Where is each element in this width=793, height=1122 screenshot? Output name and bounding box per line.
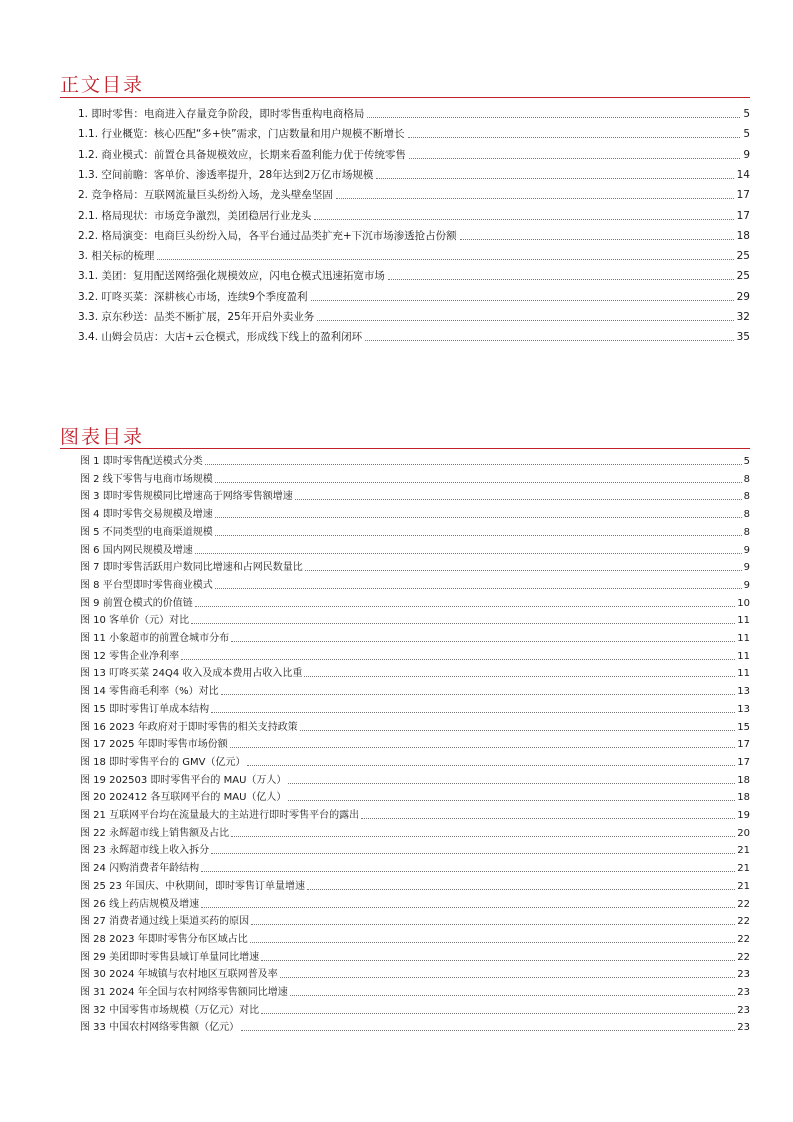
figure-entry[interactable] <box>80 557 750 574</box>
figure-entry[interactable] <box>80 469 750 486</box>
figure-entry-label: 图 32 中国零售市场规模（万亿元）对比 <box>80 1004 260 1016</box>
figure-entry-page: 8 <box>743 509 750 521</box>
dot-leader <box>230 747 736 748</box>
toc-entry[interactable] <box>78 326 750 344</box>
figure-entry[interactable] <box>80 628 750 645</box>
figure-entry-label: 图 3 即时零售规模同比增速高于网络零售额增速 <box>80 491 293 503</box>
dot-leader <box>290 995 736 996</box>
toc-entry-page: 25 <box>736 250 750 263</box>
toc-entry[interactable] <box>78 265 750 283</box>
figure-entry-page: 19 <box>737 810 750 821</box>
figure-entry-page: 23 <box>737 1004 750 1016</box>
dot-leader <box>215 517 742 518</box>
figure-entry-page: 23 <box>737 987 750 998</box>
figure-entry-label: 图 6 国内网民规模及增速 <box>80 544 193 556</box>
dot-leader <box>221 694 736 695</box>
figure-entry-label: 图 13 叮咚买菜 24Q4 收入及成本费用占收入比重 <box>80 668 303 680</box>
dot-leader <box>215 588 742 589</box>
figure-entry-page: 8 <box>743 473 750 485</box>
toc-entry-label: 2. 竞争格局：互联网流量巨头纷纷入场，龙头壁垒坚固 <box>78 189 333 202</box>
dot-leader <box>307 889 735 890</box>
figure-entry-label: 图 10 客单价（元）对比 <box>80 615 190 627</box>
dot-leader <box>215 482 742 483</box>
figure-entry-label: 图 16 2023 年政府对于即时零售的相关支持政策 <box>80 721 298 733</box>
toc-entry-page: 32 <box>736 311 750 323</box>
figure-entry-label: 图 18 即时零售平台的 GMV（亿元） <box>80 756 246 768</box>
dot-leader <box>195 553 742 554</box>
toc-entry-label: 2.1. 格局现状：市场竞争激烈，美团稳居行业龙头 <box>78 209 312 222</box>
toc-entry-page: 9 <box>743 148 750 161</box>
figure-entry-page: 18 <box>737 792 750 804</box>
toc-entry-label: 1. 即时零售：电商进入存量竞争阶段，即时零售重构电商格局 <box>78 108 365 120</box>
toc-entry[interactable] <box>78 245 750 263</box>
toc-entry[interactable] <box>78 205 750 223</box>
figure-entry-label: 图 14 零售商毛利率（%）对比 <box>80 686 219 698</box>
figure-entry[interactable] <box>80 911 750 928</box>
dot-leader <box>231 836 735 837</box>
figure-entry[interactable] <box>80 646 750 663</box>
dot-leader <box>361 818 735 819</box>
toc-entry-page: 25 <box>736 270 750 283</box>
figure-entry[interactable] <box>80 805 750 822</box>
dot-leader <box>336 198 734 199</box>
dot-leader <box>241 1030 735 1031</box>
toc-entry-label: 3.3. 京东秒送：品类不断扩展，25年开启外卖业务 <box>78 311 315 323</box>
dot-leader <box>365 340 733 341</box>
figure-entry-label: 图 12 零售企业净利率 <box>80 650 180 662</box>
toc-entry-label: 3.2. 叮咚买菜：深耕核心市场，连续9个季度盈利 <box>78 290 308 303</box>
dot-leader <box>317 320 733 321</box>
dot-leader <box>311 300 734 301</box>
figure-entry-page: 22 <box>737 933 750 945</box>
figure-entry[interactable] <box>80 858 750 875</box>
figure-entry[interactable] <box>80 593 750 610</box>
figures-title-rule <box>60 448 750 449</box>
figure-entry[interactable] <box>80 876 750 893</box>
figure-entry-label: 图 22 永辉超市线上销售额及占比 <box>80 827 230 839</box>
figure-entry[interactable] <box>80 486 750 503</box>
figure-entry-page: 15 <box>737 721 750 733</box>
figure-entry-label: 图 2 线下零售与电商市场规模 <box>80 473 213 485</box>
figure-entry-label: 图 31 2024 年全国与农村网络零售额同比增速 <box>80 987 288 998</box>
dot-leader <box>304 676 735 677</box>
figure-entry[interactable] <box>80 752 750 769</box>
dot-leader <box>280 977 736 978</box>
figure-entry[interactable] <box>80 663 750 680</box>
dot-leader <box>205 464 742 465</box>
figure-entry-label: 图 9 前置仓模式的价值链 <box>80 597 193 609</box>
toc-entry[interactable] <box>78 164 750 182</box>
figure-entry-label: 图 24 闪购消费者年龄结构 <box>80 863 200 875</box>
figure-entry-page: 21 <box>737 863 750 875</box>
figure-entry-label: 图 26 线上药店规模及增速 <box>80 898 200 910</box>
toc-entry-label: 1.3. 空间前瞻：客单价、渗透率提升，28年达到2万亿市场规模 <box>78 168 374 181</box>
toc-entry[interactable] <box>78 184 750 202</box>
figure-entry-page: 9 <box>743 562 750 574</box>
dot-leader <box>215 535 742 536</box>
figure-entry-page: 11 <box>737 633 750 644</box>
figure-entry[interactable] <box>80 717 750 734</box>
figure-entry-page: 10 <box>737 597 750 609</box>
figure-entry[interactable] <box>80 787 750 804</box>
figure-entry[interactable] <box>80 1017 750 1034</box>
figure-entry[interactable] <box>80 894 750 911</box>
figure-entry[interactable] <box>80 540 750 557</box>
figure-entry[interactable] <box>80 504 750 521</box>
dot-leader <box>367 117 740 118</box>
figure-entry-page: 21 <box>737 880 750 892</box>
toc-entry-label: 1.2. 商业模式：前置仓具备规模效应，长期来看盈利能力优于传统零售 <box>78 148 406 161</box>
figure-entry-label: 图 1 即时零售配送模式分类 <box>80 456 203 467</box>
figure-entry-page: 8 <box>743 491 750 503</box>
toc-entry[interactable] <box>78 225 750 243</box>
toc-entry-page: 18 <box>736 229 750 242</box>
figure-entry[interactable] <box>80 610 750 627</box>
figure-entry-page: 13 <box>737 686 750 698</box>
figure-entry[interactable] <box>80 451 750 468</box>
dot-leader <box>409 158 740 159</box>
toc-entry-page: 14 <box>736 168 750 181</box>
figure-entry-page: 11 <box>737 615 750 627</box>
figure-entry[interactable] <box>80 823 750 840</box>
figure-entry-page: 9 <box>743 544 750 556</box>
dot-leader <box>201 871 735 872</box>
figure-entry[interactable] <box>80 681 750 698</box>
figure-entry[interactable] <box>80 734 750 751</box>
figure-entry-label: 图 23 永辉超市线上收入拆分 <box>80 845 210 857</box>
figure-entry-label: 图 15 即时零售订单成本结构 <box>80 703 210 715</box>
toc-entry-page: 29 <box>736 290 750 303</box>
toc-entry[interactable] <box>78 286 750 304</box>
figure-entry-label: 图 28 2023 年即时零售分布区域占比 <box>80 933 248 945</box>
figure-entry-page: 22 <box>737 898 750 910</box>
figure-entry-label: 图 7 即时零售活跃用户数同比增速和占网民数量比 <box>80 562 303 574</box>
figure-entry[interactable] <box>80 1000 750 1017</box>
toc-entry-page: 17 <box>736 189 750 202</box>
figure-entry[interactable] <box>80 929 750 946</box>
dot-leader <box>195 606 736 607</box>
toc-entry[interactable] <box>78 103 750 121</box>
figure-entry-label: 图 30 2024 年城镇与农村地区互联网普及率 <box>80 969 278 981</box>
toc-entry-label: 3.1. 美团：复用配送网络强化规模效应，闪电仓模式迅速拓宽市场 <box>78 270 385 283</box>
figure-entry[interactable] <box>80 947 750 964</box>
dot-leader <box>181 659 735 660</box>
dot-leader <box>157 259 733 260</box>
figure-entry-page: 9 <box>743 579 750 591</box>
figure-entry-page: 17 <box>737 756 750 768</box>
toc-entry[interactable] <box>78 306 750 324</box>
figure-entry[interactable] <box>80 522 750 539</box>
dot-leader <box>231 641 735 642</box>
figure-entry-label: 图 8 平台型即时零售商业模式 <box>80 579 213 591</box>
dot-leader <box>201 907 735 908</box>
toc-entry-page: 5 <box>743 108 750 120</box>
figure-entry-label: 图 20 202412 各互联网平台的 MAU（亿人） <box>80 792 287 804</box>
figure-entry-label: 图 27 消费者通过线上渠道买药的原因 <box>80 916 250 928</box>
figures-title: 图表目录 <box>60 426 145 448</box>
dot-leader <box>314 219 733 220</box>
figure-entry[interactable] <box>80 699 750 716</box>
dot-leader <box>300 730 736 731</box>
dot-leader <box>295 499 742 500</box>
figure-entry-page: 23 <box>737 969 750 981</box>
dot-leader <box>460 239 734 240</box>
dot-leader <box>288 783 735 784</box>
figure-entry-page: 22 <box>737 951 750 963</box>
dot-leader <box>388 279 734 280</box>
figure-entry[interactable] <box>80 770 750 787</box>
figure-entry[interactable] <box>80 840 750 857</box>
figure-entry-label: 图 21 互联网平台均在流量最大的主站进行即时零售平台的露出 <box>80 810 360 821</box>
figure-entry-page: 18 <box>737 774 750 786</box>
toc-entry-label: 3. 相关标的梳理 <box>78 250 155 263</box>
figure-entry-page: 23 <box>737 1022 750 1034</box>
figure-entry-page: 20 <box>737 827 750 839</box>
figure-entry-label: 图 17 2025 年即时零售市场份额 <box>80 739 228 751</box>
contents-title: 正文目录 <box>60 74 145 96</box>
figure-entry-page: 13 <box>737 703 750 715</box>
figure-entry-label: 图 25 23 年国庆、中秋期间，即时零售订单量增速 <box>80 880 305 892</box>
figure-entry-label: 图 33 中国农村网络零售额（亿元） <box>80 1022 240 1034</box>
figure-entry[interactable] <box>80 575 750 592</box>
figure-entry-label: 图 11 小象超市的前置仓城市分布 <box>80 633 230 644</box>
figure-entry-label: 图 4 即时零售交易规模及增速 <box>80 509 213 521</box>
dot-leader <box>211 853 735 854</box>
dot-leader <box>305 570 742 571</box>
figure-entry-label: 图 5 不同类型的电商渠道规模 <box>80 526 213 538</box>
toc-entry-label: 1.1. 行业概览：核心匹配“多+快”需求，门店数量和用户规模不断增长 <box>78 128 405 141</box>
toc-entry-page: 35 <box>736 331 750 344</box>
toc-entry-page: 5 <box>743 128 750 141</box>
toc-entry[interactable] <box>78 144 750 162</box>
toc-entry-label: 3.4. 山姆会员店：大店+云仓模式，形成线下线上的盈利闭环 <box>78 331 363 344</box>
dot-leader <box>261 960 735 961</box>
figure-entry-page: 11 <box>737 650 750 662</box>
figure-entry-page: 22 <box>737 916 750 928</box>
dot-leader <box>247 765 735 766</box>
figure-entry-page: 5 <box>743 456 750 467</box>
figure-entry-label: 图 19 202503 即时零售平台的 MAU（万人） <box>80 774 287 786</box>
dot-leader <box>250 942 736 943</box>
figure-entry-page: 8 <box>743 526 750 538</box>
figure-entry[interactable] <box>80 964 750 981</box>
figure-entry-page: 17 <box>737 739 750 751</box>
toc-entry-page: 17 <box>736 209 750 222</box>
dot-leader <box>211 712 735 713</box>
dot-leader <box>408 137 741 138</box>
figure-entry-label: 图 29 美团即时零售县域订单量同比增速 <box>80 951 260 963</box>
dot-leader <box>261 1013 735 1014</box>
contents-title-rule <box>60 97 750 98</box>
dot-leader <box>288 800 735 801</box>
toc-entry[interactable] <box>78 123 750 141</box>
figure-entry[interactable] <box>80 982 750 999</box>
dot-leader <box>251 924 735 925</box>
figure-entry-page: 21 <box>737 845 750 857</box>
toc-entry-label: 2.2. 格局演变：电商巨头纷纷入局，各平台通过品类扩充+下沉市场渗透抢占份额 <box>78 229 457 242</box>
dot-leader <box>376 178 733 179</box>
figure-entry-page: 11 <box>737 668 750 680</box>
dot-leader <box>191 623 735 624</box>
